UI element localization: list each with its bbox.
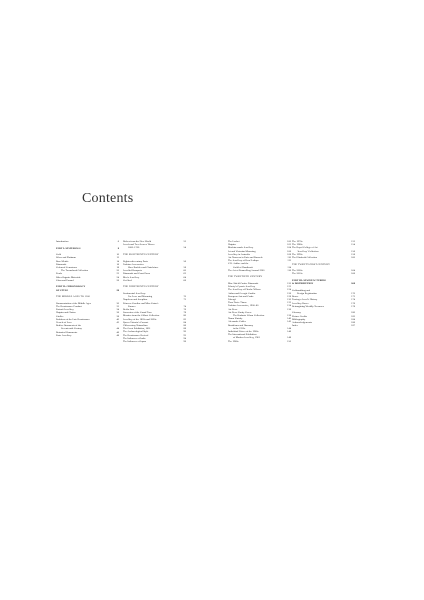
toc-entry-title: Guild of Handicraft xyxy=(233,265,253,269)
toc-entry-title: Jet and Victorian Mourning xyxy=(228,249,256,253)
toc-column xyxy=(292,240,355,327)
toc-entry-title: Naum Slutzky xyxy=(228,317,243,321)
toc-entry-title: Men's Jewellery xyxy=(123,275,140,279)
toc-page-number: 74 xyxy=(183,304,186,308)
toc-page-number: 172 xyxy=(351,295,355,299)
toc-page-number: 160 xyxy=(351,256,355,260)
toc-page-number: 86 xyxy=(183,324,186,328)
toc-entry-title: Coloured Gemstones xyxy=(56,266,78,269)
toc-page-number: 82 xyxy=(183,317,186,321)
toc-entry-title: Art Deco xyxy=(228,307,238,311)
toc-entry-title: Bibliography xyxy=(292,317,306,321)
toc-entry xyxy=(123,279,186,282)
toc-entry-title: Portrait Jewellery xyxy=(56,308,74,312)
toc-section-heading xyxy=(228,275,291,278)
toc-entry-title: PART I: MATERIALS xyxy=(56,246,81,250)
toc-page-number: 170 xyxy=(351,292,355,295)
toc-page-number: 94 xyxy=(183,336,186,340)
page-title: Contents xyxy=(82,191,134,206)
toc-entry-title: European Arts and Crafts xyxy=(228,294,254,298)
toc-page-number: 44 xyxy=(116,327,119,331)
toc-page-number: 138 xyxy=(287,314,291,318)
toc-page-number: 130 xyxy=(287,298,291,302)
toc-entry-title: Silver and Platinum xyxy=(56,256,76,260)
toc-page-number: 102 xyxy=(287,243,291,247)
toc-page-number: 14 xyxy=(116,259,119,263)
toc-entry-title: Tiara Taste: Tiaras xyxy=(228,301,247,305)
toc-entry-title: The 2000s xyxy=(292,269,303,273)
toc-page-number: 90 xyxy=(183,330,186,334)
toc-entry-title: Jewellery in Australia xyxy=(228,252,250,256)
toc-page-number: 6 xyxy=(117,240,119,243)
toc-page-number: 150 xyxy=(287,339,291,343)
toc-entry-title: Mosaics from the Gilbert Collection xyxy=(123,314,160,318)
toc-entry-title: Seventeenth Century xyxy=(61,327,82,331)
toc-page-number: 154 xyxy=(351,243,355,247)
toc-entry-title: Acknowledgements xyxy=(292,321,312,325)
toc-page-number: 166 xyxy=(351,272,355,276)
toc-entry xyxy=(228,340,291,343)
toc-entry-title: THE MIDDLE AGES TO 1500 xyxy=(56,295,91,299)
toc-page-number: 176 xyxy=(351,301,355,305)
toc-entry-title: Sentimental Jewellery: xyxy=(123,292,146,295)
toc-entry-title: The 1990s xyxy=(292,252,303,256)
toc-column xyxy=(56,240,119,337)
toc-page-number: 66 xyxy=(183,278,186,282)
toc-entry-title: Introduction xyxy=(56,240,69,243)
toc-entry-title: Pearls xyxy=(56,272,63,276)
toc-entry-title: Art Nouveau in Paris and Brussels xyxy=(228,256,263,260)
toc-entry-title: Machine-made Jewellery xyxy=(228,246,254,250)
toc-entry-title: The Locket xyxy=(228,240,240,243)
toc-entry-title: PART III: MANUFACTURING xyxy=(292,279,327,282)
toc-page-number: 148 xyxy=(287,336,291,340)
toc-entry-title: The Jewellery of René Lalique xyxy=(228,259,259,263)
toc-page-number: 100 xyxy=(287,240,291,243)
toc-page-number: 64 xyxy=(183,275,186,279)
toc-page-number: 106 xyxy=(287,249,291,253)
toc-entry-title: Glass and Enamel xyxy=(56,278,75,282)
toc-page-number: 88 xyxy=(183,327,186,331)
toc-entry-title: Goldsmithing and xyxy=(292,288,310,292)
toc-section-heading xyxy=(123,285,186,288)
toc-page-number: 40 xyxy=(116,317,119,321)
toc-page-number: 10 xyxy=(116,253,119,257)
toc-page-number: 58 xyxy=(183,266,186,269)
toc-entry xyxy=(123,246,186,249)
toc-page-number: 84 xyxy=(183,320,186,324)
toc-page-number: 70 xyxy=(183,295,186,299)
toc-entry xyxy=(123,340,186,343)
toc-entry-title: The Art of Enamelling Around 1900 xyxy=(228,268,265,272)
toc-page-number: 140 xyxy=(287,317,291,321)
toc-page-number: 28 xyxy=(116,288,119,292)
toc-page-number: 126 xyxy=(287,291,291,295)
toc-entry-title: PART II: CHRONOLOGY xyxy=(56,285,86,289)
toc-entry-title: Alexander Calder xyxy=(228,320,246,324)
toc-entry-title: Cut Steel xyxy=(123,278,133,282)
toc-page-number: 22 xyxy=(116,272,119,276)
toc-section-heading xyxy=(292,263,355,266)
toc-entry-title: Hatpins xyxy=(228,243,236,247)
toc-page-number: 128 xyxy=(287,294,291,298)
toc-entry-title: Design Registration xyxy=(297,292,317,295)
toc-entry xyxy=(292,305,355,308)
toc-entry-title: Picture Credits xyxy=(292,314,307,318)
toc-entry-title: THE EIGHTEENTH CENTURY xyxy=(123,253,159,256)
toc-entry-title: Jewelled Bouquets xyxy=(123,269,142,273)
toc-page-number: 76 xyxy=(183,308,186,312)
toc-entry-title: 1600–1700 xyxy=(128,246,140,250)
toc-entry-title: Shoe Buckles and Chatelaines xyxy=(128,266,159,269)
toc-page-number: 46 xyxy=(116,330,119,334)
toc-entry-title: Liberty's Cymric Jewellery xyxy=(228,285,256,289)
toc-entry-title: Riches from the New World xyxy=(123,240,152,243)
toc-part-heading xyxy=(292,282,355,285)
toc-page-number: 186 xyxy=(351,321,355,325)
toc-entry-title: Fashion Accessories, 1900–60 xyxy=(228,304,259,308)
toc-column xyxy=(228,240,291,343)
toc-page-number: 42 xyxy=(116,321,119,325)
toc-entry-title: The Kashmir Velum Collection xyxy=(233,314,265,318)
toc-part-heading xyxy=(56,247,119,250)
toc-entry-title: The Renaissance Pendant xyxy=(56,305,82,308)
toc-entry-title: Berlin Iron xyxy=(123,308,135,312)
toc-entry-title: Ornamentation of the Middle Ages xyxy=(56,301,91,305)
toc-page-number: 142 xyxy=(287,320,291,324)
toc-page-number: 180 xyxy=(351,311,355,315)
toc-entry-title: The 1970s xyxy=(292,240,303,243)
toc-entry-title: OF STYLE xyxy=(56,288,69,292)
toc-page-number: 110 xyxy=(287,256,291,260)
toc-entry-title: Individual Voices of the 1960s xyxy=(228,330,259,334)
toc-entry-title: Fabergé xyxy=(228,298,237,302)
toc-entry-title: Art Deco Vanity Cases: xyxy=(228,310,252,314)
toc-entry-title: The 2010s xyxy=(292,272,303,276)
toc-entry-title: of Modern Jewellery, 1961 xyxy=(233,336,260,340)
toc-entry-title: Botanical Ornaments xyxy=(56,330,78,334)
toc-entry xyxy=(228,269,291,272)
toc-entry-title: Napoleon and Josephine xyxy=(123,298,148,302)
toc-entry-title: 19th-century Naturalism xyxy=(123,324,148,328)
toc-entry-title: Tracing a Jewel's History xyxy=(292,298,318,302)
toc-entry-title: C.R. Ashbee and the xyxy=(228,262,249,266)
toc-entry xyxy=(56,279,119,282)
toc-page-number: 8 xyxy=(117,246,119,250)
toc-page-number: 132 xyxy=(287,301,291,305)
toc-page-number: 20 xyxy=(116,269,119,273)
toc-section-heading xyxy=(56,295,119,298)
toc-entry-title: The Great Exhibition, 1851 xyxy=(123,327,151,331)
toc-page-number: 34 xyxy=(116,308,119,312)
toc-entry-title: Diamonds and Court Dress xyxy=(123,272,151,276)
toc-page-number: 178 xyxy=(351,304,355,308)
toc-page-number: 120 xyxy=(287,282,291,286)
toc-entry xyxy=(292,256,355,259)
toc-entry-title: For Love and Mourning xyxy=(128,295,153,299)
toc-entry-title: The Elizabeth Collection xyxy=(292,256,317,260)
toc-entry-title: Bodice Ornaments of the xyxy=(56,324,82,328)
toc-entry-title: The 1980s xyxy=(292,243,303,247)
toc-entry-title: Eighteenth-century Paste xyxy=(123,259,149,263)
toc-page-number: 108 xyxy=(287,252,291,256)
toc-page-number: 158 xyxy=(351,252,355,256)
toc-page-number: 134 xyxy=(287,304,291,308)
toc-entry-title: Index xyxy=(292,324,298,328)
toc-entry-title: The 1960s xyxy=(228,339,239,343)
toc-entry-title: The Renaissance Revival xyxy=(123,333,149,337)
toc-entry-title: Blue Shield Cartier Diamonds xyxy=(228,282,259,286)
toc-page-number: 136 xyxy=(287,307,291,311)
toc-entry-title: in the 1950s xyxy=(233,326,246,330)
toc-entry-title: Jewels and Tree-Leaves' Rivers xyxy=(123,243,155,247)
toc-entry xyxy=(292,324,355,327)
toc-page-number: 48 xyxy=(116,333,119,337)
toc-page-number: 146 xyxy=(287,330,291,334)
toc-page-number: 168 xyxy=(351,282,355,286)
toc-page-number: 187 xyxy=(351,324,355,328)
toc-page-number: 26 xyxy=(116,278,119,282)
toc-page-number: 38 xyxy=(116,314,119,318)
toc-entry-title: The Influence of Japan xyxy=(123,340,146,344)
toc-page-number: 18 xyxy=(116,266,119,269)
toc-entry-title: Boxes xyxy=(292,295,299,299)
toc-entry-title: THE NINETEENTH CENTURY xyxy=(123,285,159,289)
toc-entry-title: The Influence of India xyxy=(123,336,146,340)
toc-page-number: 164 xyxy=(351,269,355,273)
toc-page-number: 184 xyxy=(351,317,355,321)
toc-page-number: 60 xyxy=(183,269,186,273)
toc-section-heading xyxy=(123,253,186,256)
toc-entry xyxy=(292,272,355,275)
toc-entry-title: Jewellery Boxes xyxy=(292,301,309,305)
toc-page-number: 144 xyxy=(287,326,291,330)
toc-entry-title: Emblems of the Late Renaissance xyxy=(56,317,90,321)
toc-page-number: 92 xyxy=(183,333,186,337)
toc-page-number: 104 xyxy=(287,246,291,250)
toc-page-number: 80 xyxy=(183,314,186,318)
toc-entry-title: Paste Jewellery xyxy=(56,333,72,337)
toc-page-number: 52 xyxy=(183,240,186,243)
toc-entry xyxy=(56,240,119,243)
toc-entry-title: Parures xyxy=(128,304,136,308)
toc-entry xyxy=(56,334,119,337)
toc-entry-title: Souvenirs of the Grand Tour xyxy=(123,311,152,315)
toc-page-number: 12 xyxy=(116,256,119,260)
toc-page-number: 54 xyxy=(183,246,186,250)
toc-entry-title: THE TWENTY-FIRST CENTURY xyxy=(292,262,331,266)
toc-page-number: 32 xyxy=(116,305,119,308)
toc-entry-title: The Royal College of Art xyxy=(292,246,318,250)
toc-entry-title: The Jewellery of Phoebe Wilson xyxy=(228,288,261,292)
toc-page-number: 122 xyxy=(287,285,291,289)
toc-page-number: 56 xyxy=(183,259,186,263)
toc-page-number: 124 xyxy=(287,288,291,292)
toc-page-number: 156 xyxy=(351,249,355,253)
toc-entry-title: Girdles xyxy=(56,314,64,318)
toc-entry-title: Diamonds xyxy=(56,262,67,266)
toc-page-number: 78 xyxy=(183,311,186,315)
toc-part-heading xyxy=(56,289,119,292)
toc-entry-title: The Archaeological Style xyxy=(123,330,149,334)
toc-entry-title: Fashion Accessories: xyxy=(123,262,145,266)
toc-page-number: 112 xyxy=(287,259,291,263)
toc-entry-title: Base Metals xyxy=(56,259,69,263)
toc-entry-title: Glossary xyxy=(292,311,301,315)
toc-page-number: 36 xyxy=(116,311,119,315)
toc-page-number: 72 xyxy=(183,298,186,302)
toc-entry-title: Other Organic Materials xyxy=(56,275,81,279)
toc-entry-title: & DISTRIBUTION xyxy=(292,282,314,286)
toc-entry-title: Arthur and Georgie Gaskin xyxy=(228,291,256,295)
toc-page-number: 96 xyxy=(183,340,186,344)
toc-page-number: 24 xyxy=(116,275,119,279)
toc-page-number: 62 xyxy=(183,272,186,276)
toc-page-number: 174 xyxy=(351,298,355,302)
toc-entry-title: Jewellery of the 1820s and 1830s xyxy=(123,317,157,321)
toc-entry-title: THE TWENTIETH CENTURY xyxy=(228,275,263,279)
toc-entry-title: Vessels of Love xyxy=(56,321,72,325)
toc-entry-title: Hatpins and Chains xyxy=(56,311,76,315)
toc-page-number: 16 xyxy=(116,262,119,266)
toc-page-number: 116 xyxy=(287,268,291,272)
toc-entry-title: Princess Caroline and Miss Caton's xyxy=(123,301,159,305)
toc-entry-title: The International Exhibition xyxy=(228,333,257,337)
toc-entry-title: The Townshend Collection xyxy=(61,269,88,273)
toc-page-number: 30 xyxy=(116,301,119,305)
toc-page-number: 152 xyxy=(351,240,355,243)
toc-entry-title: Gold xyxy=(56,253,61,257)
toc-entry-title: Brutalisms and Harmony xyxy=(228,323,254,327)
toc-entry-title: Queen Victoria's Coronet xyxy=(123,320,149,324)
toc-entry-title: 'Jewellery' Collection xyxy=(297,249,319,253)
toc-entry-title: Reimagining Worldly Treasures xyxy=(292,304,324,308)
toc-page-number: 114 xyxy=(287,265,291,269)
toc-page-number: 182 xyxy=(351,314,355,318)
toc-column xyxy=(123,240,186,343)
